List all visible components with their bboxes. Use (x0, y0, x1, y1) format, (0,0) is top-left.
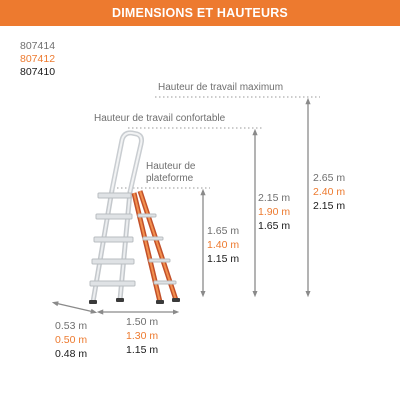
comfortable-height-value-2: 1.90 m (258, 206, 291, 218)
ladder-rear-rails (134, 191, 176, 302)
platform-height-value-2: 1.40 m (207, 239, 240, 251)
model-code-1: 807414 (20, 40, 56, 52)
max-height-value-2: 2.40 m (313, 186, 346, 198)
base-depth-value-2: 1.30 m (126, 330, 159, 342)
base-depth-value-3: 1.15 m (126, 344, 159, 356)
label-platform-height-line2: plateforme (146, 173, 194, 184)
base-width-value-1: 0.53 m (55, 320, 88, 332)
base-width-value-2: 0.50 m (55, 334, 88, 346)
max-height-value-3: 2.15 m (313, 200, 346, 212)
comfortable-height-value-1: 2.15 m (258, 192, 291, 204)
comfortable-height-value-3: 1.65 m (258, 220, 291, 232)
base-width-arrow (55, 303, 94, 312)
base-depth-value-1: 1.50 m (126, 316, 159, 328)
platform-height-value-1: 1.65 m (207, 225, 240, 237)
ladder-feet (89, 298, 180, 304)
model-code-2: 807412 (20, 53, 56, 65)
model-code-3: 807410 (20, 66, 56, 78)
label-platform-height-line1: Hauteur de (146, 161, 196, 172)
label-max-working-height: Hauteur de travail maximum (158, 82, 284, 93)
max-height-value-1: 2.65 m (313, 172, 346, 184)
header-title: DIMENSIONS ET HAUTEURS (112, 6, 288, 20)
base-width-value-3: 0.48 m (55, 348, 88, 360)
label-comfortable-working-height: Hauteur de travail confortable (94, 113, 226, 124)
platform-height-value-3: 1.15 m (207, 253, 240, 265)
